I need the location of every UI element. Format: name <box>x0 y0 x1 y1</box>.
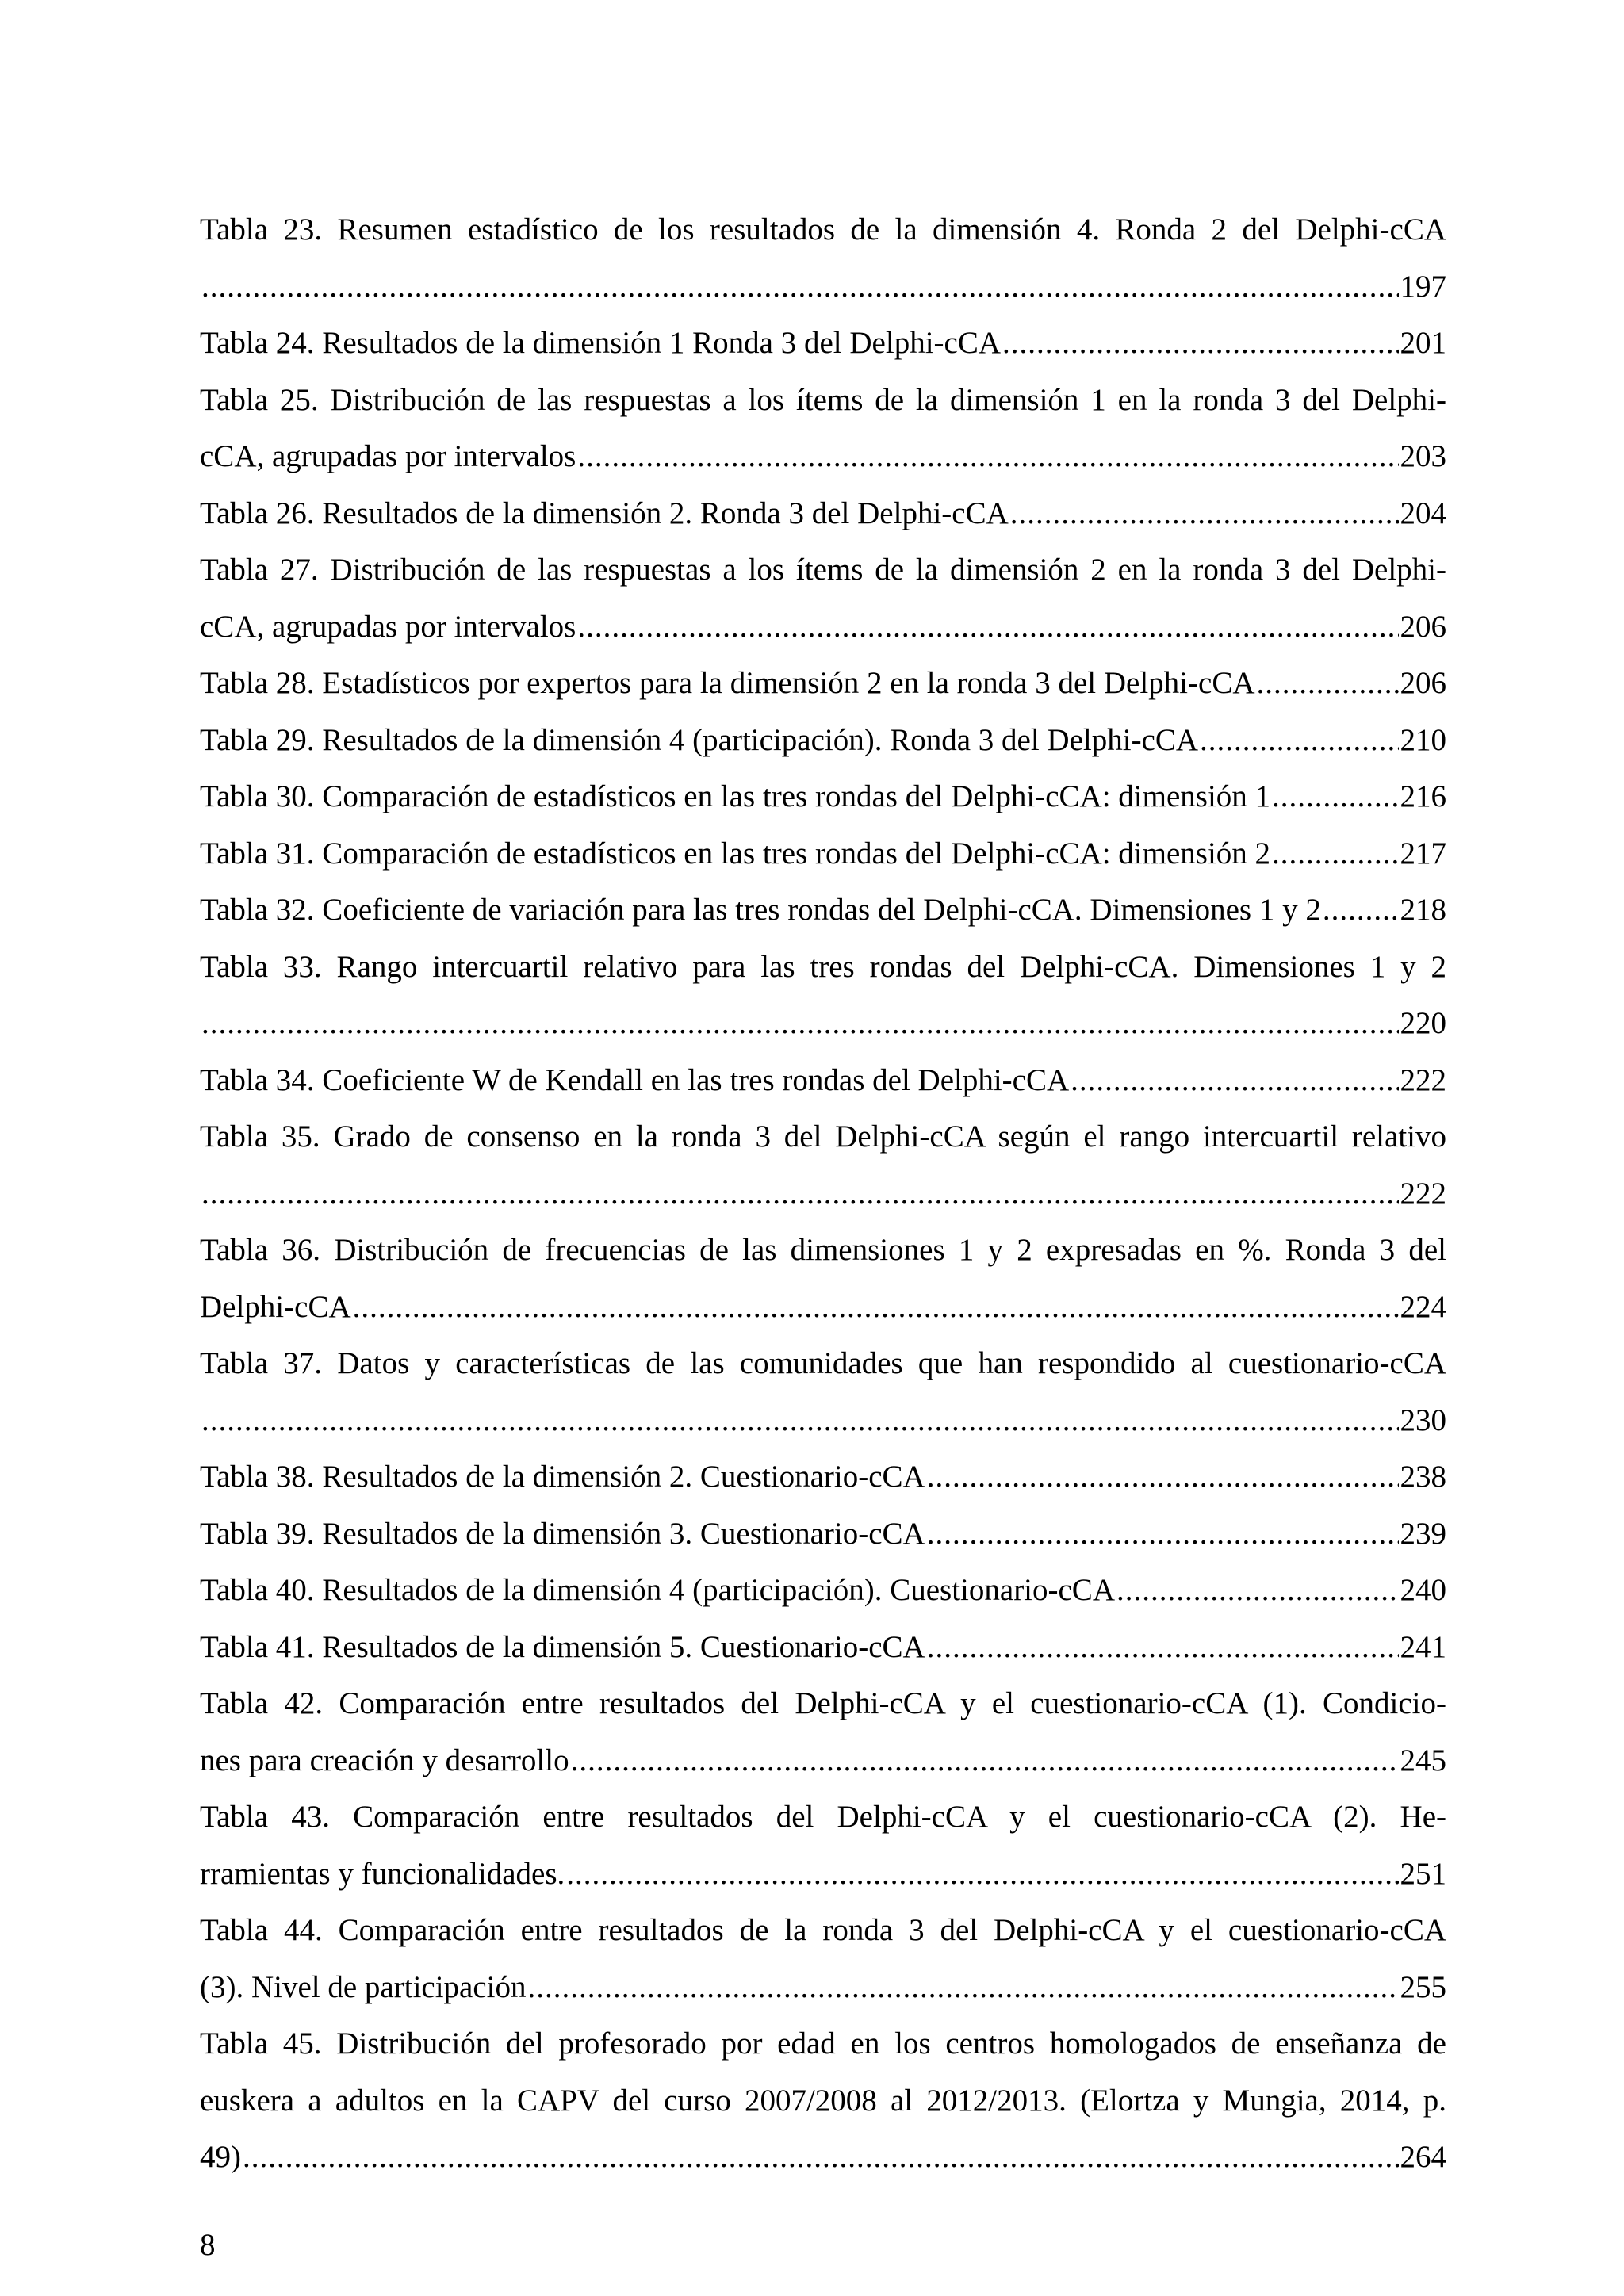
toc-entry[interactable] <box>200 1052 1446 1109</box>
dot-leader <box>243 2129 1399 2186</box>
page-number: 8 <box>200 2228 216 2262</box>
toc-entry[interactable] <box>200 655 1446 712</box>
table-of-tables <box>200 201 1446 2186</box>
toc-entry-text: nes para creación y desarrollo <box>200 1743 569 1777</box>
toc-entry-leader-line <box>200 1562 1446 1619</box>
toc-entry[interactable] <box>200 1448 1446 1506</box>
toc-page-number: 220 <box>1400 1006 1446 1040</box>
toc-page-number: 197 <box>1400 269 1446 304</box>
dot-leader <box>1272 825 1398 882</box>
toc-entry-line: Tabla 23. Resumen estadístico de los resultados de la dimensión 4. Ronda 2 del Delphi-cCA <box>200 212 1446 247</box>
toc-entry[interactable] <box>200 768 1446 825</box>
toc-entry[interactable] <box>200 541 1446 655</box>
toc-entry[interactable] <box>200 882 1446 939</box>
toc-entry-text: Tabla 29. Resultados de la dimensión 4 (participación). Ronda 3 del Delphi-cCA <box>200 722 1199 757</box>
toc-entry[interactable] <box>200 1108 1446 1222</box>
toc-entry[interactable] <box>200 2015 1446 2186</box>
dot-leader <box>577 599 1398 656</box>
toc-entry-leader-line <box>200 1165 1446 1223</box>
dot-leader <box>201 1165 1399 1223</box>
toc-entry-line: Tabla 45. Distribución del profesorado por edad en los centros homologados de enseñanza de <box>200 2026 1446 2061</box>
dot-leader <box>1200 712 1398 769</box>
toc-page-number: 206 <box>1400 609 1446 644</box>
toc-entry-line: Tabla 27. Distribución de las respuestas a los ítems de la dimensión 2 en la ronda 3 del Delphi- <box>200 553 1446 587</box>
toc-entry-text: Tabla 32. Coeficiente de variación para las tres rondas del Delphi-cCA. Dimensiones 1 y 2 <box>200 893 1321 927</box>
toc-entry[interactable] <box>200 315 1446 372</box>
toc-page-number: 240 <box>1400 1573 1446 1607</box>
toc-page-number: 238 <box>1400 1460 1446 1494</box>
toc-entry-line: euskera a adultos en la CAPV del curso 2007/2008 al 2012/2013. (Elortza y Mungia, 2014, p. <box>200 2083 1446 2118</box>
toc-entry[interactable] <box>200 1902 1446 2015</box>
toc-entry-leader-line <box>200 768 1446 825</box>
dot-leader <box>927 1448 1399 1506</box>
toc-entry[interactable] <box>200 1222 1446 1335</box>
toc-entry[interactable] <box>200 1789 1446 1902</box>
toc-entry-line: Tabla 35. Grado de consenso en la ronda 3 del Delphi-cCA según el rango intercuartil relativo <box>200 1119 1446 1154</box>
toc-entry[interactable] <box>200 372 1446 485</box>
toc-entry-leader-line <box>200 1052 1446 1109</box>
toc-page-number: 222 <box>1400 1176 1446 1211</box>
toc-page-number: 210 <box>1400 722 1446 757</box>
toc-entry[interactable] <box>200 1675 1446 1789</box>
toc-page-number: 224 <box>1400 1289 1446 1324</box>
dot-leader <box>1010 485 1399 542</box>
toc-entry-text: (3). Nivel de participación <box>200 1969 527 2004</box>
dot-leader <box>577 428 1398 485</box>
dot-leader <box>1257 655 1399 712</box>
toc-page-number: 245 <box>1400 1743 1446 1777</box>
toc-entry-leader-line <box>200 1506 1446 1563</box>
toc-entry-text: Tabla 28. Estadísticos por expertos para la dimensión 2 en la ronda 3 del Delphi-cCA <box>200 666 1255 700</box>
toc-page-number: 241 <box>1400 1629 1446 1664</box>
toc-entry-leader-line <box>200 485 1446 542</box>
toc-entry-line: Tabla 37. Datos y características de las comunidades que han respondido al cuestionario-cCA <box>200 1346 1446 1380</box>
toc-page-number: 264 <box>1400 2140 1446 2174</box>
toc-entry[interactable] <box>200 1335 1446 1448</box>
toc-entry-line: Tabla 42. Comparación entre resultados del Delphi-cCA y el cuestionario-cCA (1). Condicio- <box>200 1686 1446 1720</box>
toc-entry-text: rramientas y funcionalidades. <box>200 1856 565 1891</box>
toc-entry-text: cCA, agrupadas por intervalos <box>200 609 576 644</box>
toc-entry-text: Tabla 26. Resultados de la dimensión 2. Ronda 3 del Delphi-cCA <box>200 496 1009 530</box>
toc-entry-leader-line <box>200 1448 1446 1506</box>
toc-page-number: 218 <box>1400 893 1446 927</box>
toc-entry-line: Tabla 44. Comparación entre resultados de la ronda 3 del Delphi-cCA y el cuestionario-cCA <box>200 1913 1446 1947</box>
toc-entry-leader-line <box>200 825 1446 882</box>
toc-page-number: 251 <box>1400 1856 1446 1891</box>
dot-leader <box>353 1279 1399 1336</box>
dot-leader <box>927 1619 1399 1676</box>
dot-leader <box>1323 882 1399 939</box>
dot-leader <box>566 1846 1398 1903</box>
toc-page-number: 201 <box>1400 326 1446 360</box>
toc-entry[interactable] <box>200 1506 1446 1563</box>
toc-page-number: 239 <box>1400 1516 1446 1551</box>
toc-entry-text: Tabla 34. Coeficiente W de Kendall en las tres rondas del Delphi-cCA <box>200 1062 1070 1097</box>
toc-entry[interactable] <box>200 939 1446 1052</box>
toc-entry-text: 49) <box>200 2140 241 2174</box>
toc-page-number: 255 <box>1400 1969 1446 2004</box>
toc-entry-text: cCA, agrupadas por intervalos <box>200 439 576 473</box>
toc-entry[interactable] <box>200 712 1446 769</box>
toc-entry-text: Tabla 24. Resultados de la dimensión 1 Ronda 3 del Delphi-cCA <box>200 326 1002 360</box>
toc-page-number: 217 <box>1400 836 1446 871</box>
toc-entry-text: Delphi-cCA <box>200 1289 351 1324</box>
toc-entry-line: Tabla 25. Distribución de las respuestas a los ítems de la dimensión 1 en la ronda 3 del Delphi- <box>200 382 1446 417</box>
toc-entry-line: Tabla 36. Distribución de frecuencias de las dimensiones 1 y 2 expresadas en %. Ronda 3 del <box>200 1233 1446 1267</box>
dot-leader <box>927 1506 1399 1563</box>
toc-entry[interactable] <box>200 485 1446 542</box>
toc-entry-line: Tabla 33. Rango intercuartil relativo para las tres rondas del Delphi-cCA. Dimensiones 1 y 2 <box>200 949 1446 984</box>
toc-entry-leader-line <box>200 599 1446 656</box>
dot-leader <box>1116 1562 1399 1619</box>
toc-entry-leader-line <box>200 1846 1446 1903</box>
toc-entry-text: Tabla 30. Comparación de estadísticos en las tres rondas del Delphi-cCA: dimensión 1 <box>200 779 1271 813</box>
dot-leader <box>1272 768 1398 825</box>
toc-entry[interactable] <box>200 1562 1446 1619</box>
dot-leader <box>201 1392 1399 1449</box>
toc-entry-leader-line <box>200 1392 1446 1449</box>
dot-leader <box>528 1959 1399 2016</box>
toc-entry-text: Tabla 31. Comparación de estadísticos en las tres rondas del Delphi-cCA: dimensión 2 <box>200 836 1271 871</box>
toc-entry[interactable] <box>200 825 1446 882</box>
toc-entry-leader-line <box>200 2129 1446 2186</box>
toc-entry-text: Tabla 38. Resultados de la dimensión 2. Cuestionario-cCA <box>200 1460 925 1494</box>
toc-entry-leader-line <box>200 315 1446 372</box>
toc-entry[interactable] <box>200 1619 1446 1676</box>
toc-entry-text: Tabla 39. Resultados de la dimensión 3. Cuestionario-cCA <box>200 1516 925 1551</box>
toc-entry-leader-line <box>200 1959 1446 2016</box>
toc-page-number: 216 <box>1400 779 1446 813</box>
toc-page-number: 230 <box>1400 1402 1446 1437</box>
dot-leader <box>201 258 1399 316</box>
toc-page-number: 206 <box>1400 666 1446 700</box>
dot-leader <box>571 1732 1399 1789</box>
toc-entry-text: Tabla 41. Resultados de la dimensión 5. Cuestionario-cCA <box>200 1629 925 1664</box>
dot-leader <box>201 995 1399 1052</box>
toc-page-number: 222 <box>1400 1062 1446 1097</box>
toc-entry-leader-line <box>200 1619 1446 1676</box>
toc-entry-text: Tabla 40. Resultados de la dimensión 4 (participación). Cuestionario-cCA <box>200 1573 1115 1607</box>
toc-entry-leader-line <box>200 882 1446 939</box>
toc-entry-leader-line <box>200 1279 1446 1336</box>
toc-entry[interactable] <box>200 201 1446 315</box>
toc-entry-leader-line <box>200 1732 1446 1789</box>
toc-entry-line: Tabla 43. Comparación entre resultados del Delphi-cCA y el cuestionario-cCA (2). He- <box>200 1800 1446 1834</box>
dot-leader <box>1071 1052 1398 1109</box>
dot-leader <box>1002 315 1398 372</box>
toc-entry-leader-line <box>200 428 1446 485</box>
toc-entry-leader-line <box>200 655 1446 712</box>
toc-page-number: 204 <box>1400 496 1446 530</box>
toc-entry-leader-line <box>200 258 1446 316</box>
toc-page-number: 203 <box>1400 439 1446 473</box>
toc-entry-leader-line <box>200 995 1446 1052</box>
toc-entry-leader-line <box>200 712 1446 769</box>
